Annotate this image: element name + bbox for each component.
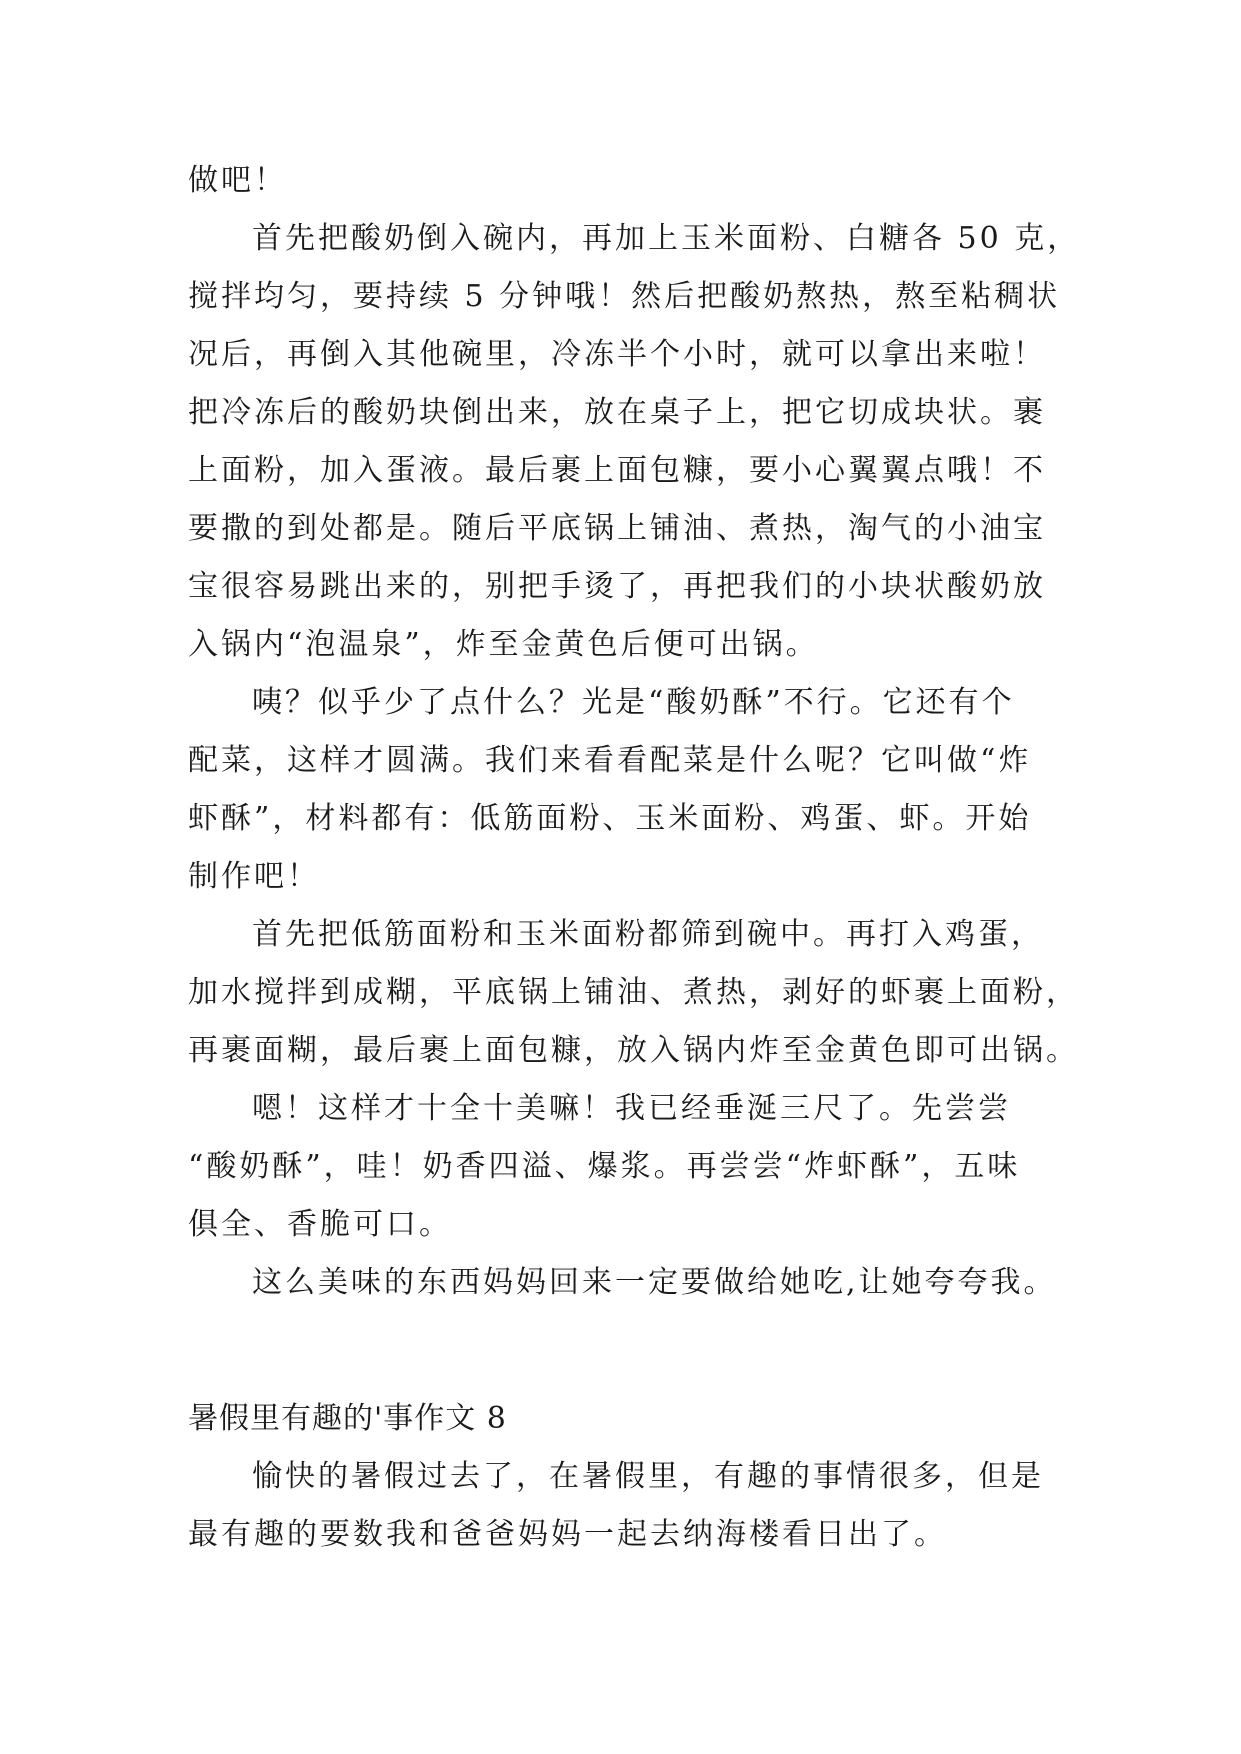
paragraph-line: 配菜，这样才圆满。我们来看看配菜是什么呢？它叫做“炸 (188, 743, 1032, 778)
paragraph-line: 入锅内“泡温泉”，炸至金黄色后便可出锅。 (188, 627, 819, 662)
paragraph-line: 上面粉，加入蛋液。最后裹上面包糠，要小心翼翼点哦！不 (188, 453, 1046, 488)
paragraph-line: 最有趣的要数我和爸爸妈妈一起去纳海楼看日出了。 (188, 1517, 947, 1552)
paragraph-line: 宝很容易跳出来的，别把手烫了，再把我们的小块状酸奶放 (188, 569, 1046, 604)
essay-text (188, 152, 1081, 1564)
paragraph-line: 嗯！这样才十全十美嘛！我已经垂涎三尺了。先尝尝 (252, 1091, 1011, 1126)
paragraph-line: 制作吧！ (188, 859, 320, 894)
paragraph-line: 再裹面糊，最后裹上面包糠，放入锅内炸至金黄色即可出锅。 (188, 1033, 1079, 1068)
essay-heading: 暑假里有趣的'事作文 8 (188, 1401, 507, 1436)
paragraph-line: 俱全、香脆可口。 (188, 1207, 452, 1242)
paragraph-line: “酸奶酥”，哇！奶香四溢、爆浆。再尝尝“炸虾酥”，五味 (188, 1149, 1021, 1184)
paragraph-line: 加水搅拌到成糊，平底锅上铺油、煮热，剥好的虾裹上面粉， (188, 975, 1079, 1010)
paragraph-line: 这么美味的东西妈妈回来一定要做给她吃,让她夸夸我。 (252, 1265, 1057, 1300)
paragraph-line: 咦？似乎少了点什么？光是“酸奶酥”不行。它还有个 (252, 685, 1015, 720)
paragraph-line: 况后，再倒入其他碗里，冷冻半个小时，就可以拿出来啦！ (188, 337, 1046, 372)
paragraph-line: 首先把酸奶倒入碗内，再加上玉米面粉、白糖各 50 克， (252, 221, 1081, 256)
paragraph-line: 虾酥”，材料都有：低筋面粉、玉米面粉、鸡蛋、虾。开始 (188, 801, 1032, 836)
paragraph-line: 把冷冻后的酸奶块倒出来，放在桌子上，把它切成块状。裹 (188, 395, 1046, 430)
paragraph-line: 要撒的到处都是。随后平底锅上铺油、煮热，淘气的小油宝 (188, 511, 1046, 546)
paragraph-line: 做吧！ (188, 163, 287, 198)
section-gap (188, 1312, 1068, 1390)
paragraph-line: 搅拌均匀，要持续 5 分钟哦！然后把酸奶熬热，熬至粘稠状 (188, 279, 1061, 314)
paragraph-line: 愉快的暑假过去了，在暑假里，有趣的事情很多，但是 (252, 1459, 1044, 1494)
paragraph-line: 首先把低筋面粉和玉米面粉都筛到碗中。再打入鸡蛋， (252, 917, 1044, 952)
